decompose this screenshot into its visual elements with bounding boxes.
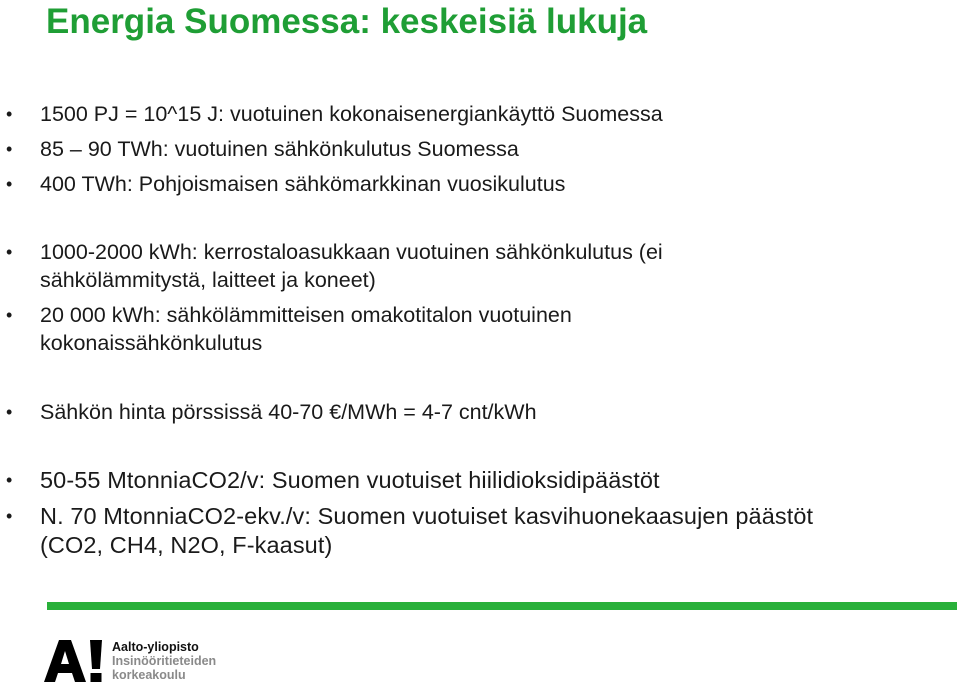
list-item: • 1500 PJ = 10^15 J: vuotuinen kokonaisenergiankäyttö Suomessa bbox=[40, 100, 940, 128]
logo-text bbox=[112, 640, 312, 682]
list-item: • N. 70 MtonniaCO2-ekv./v: Suomen vuotuiset kasvihuonekaasujen päästöt (CO2, CH4, N2O, F-kaasut) bbox=[40, 502, 940, 560]
list-item: • 20 000 kWh: sähkölämmitteisen omakotitalon vuotuinen kokonaissähkönkulutus bbox=[40, 301, 940, 357]
page-title: Energia Suomessa: keskeisiä lukuja bbox=[46, 2, 648, 41]
list-item: • 85 – 90 TWh: vuotuinen sähkönkulutus Suomessa bbox=[40, 135, 940, 163]
list-item: • 400 TWh: Pohjoismaisen sähkömarkkinan vuosikulutus bbox=[40, 170, 940, 198]
list-item: • 50-55 MtonniaCO2/v: Suomen vuotuiset hiilidioksidipäästöt bbox=[40, 466, 940, 495]
logo-line: Insinööritieteiden bbox=[112, 654, 217, 668]
list-item: • Sähkön hinta pörssissä 40-70 €/MWh = 4-7 cnt/kWh bbox=[40, 398, 940, 426]
list-item: • 1000-2000 kWh: kerrostaloasukkaan vuotuinen sähkönkulutus (ei sähkölämmitystä, laitteet ja koneet) bbox=[40, 238, 940, 294]
logo-line: korkeakoulu bbox=[112, 668, 186, 682]
aalto-logo-icon bbox=[44, 640, 104, 682]
footer-divider bbox=[47, 602, 957, 610]
logo-line: Aalto-yliopisto bbox=[112, 640, 199, 654]
